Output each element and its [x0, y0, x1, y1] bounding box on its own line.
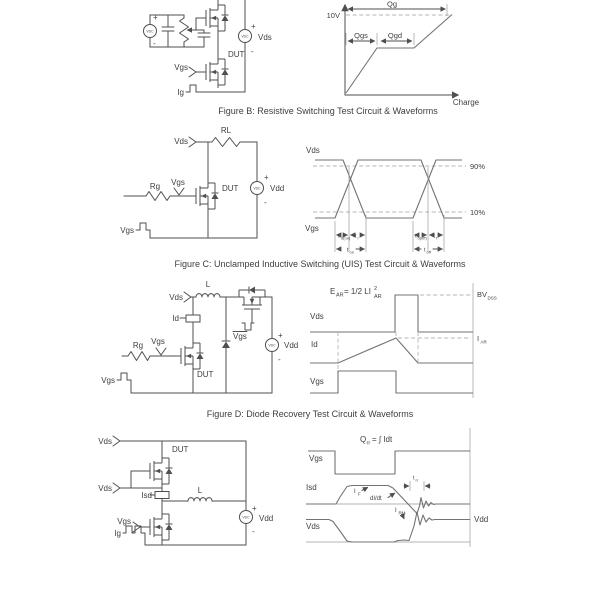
vgs-label: Vgs: [117, 517, 131, 526]
vgs-pulse-input: [120, 223, 257, 238]
vdd-label: Vdd: [284, 341, 299, 350]
qgd-label: Qgd: [387, 31, 403, 40]
dut-label: DUT: [228, 50, 245, 59]
gate-charge-curve: [346, 15, 452, 94]
vgs-trace-label: Vgs: [309, 454, 323, 463]
id-current-sensor: [172, 314, 200, 323]
ton-sub: on: [349, 249, 354, 255]
bvdss-sub: DSS: [487, 295, 497, 301]
ten-percent-label: 10%: [470, 208, 486, 217]
irm-label: I: [395, 508, 397, 514]
ig-double-pulse-input: [114, 526, 246, 545]
vds-top-label: Vds: [98, 437, 112, 446]
vgs-trace-label: Vgs: [305, 224, 319, 233]
figure-b-circuit: [120, 126, 284, 238]
vdd-label: Vdd: [270, 184, 285, 193]
irm-annotation: [395, 508, 406, 519]
dc-source-label: VDC: [268, 343, 276, 348]
inductor-label: L: [197, 486, 203, 495]
vdd-source: [251, 173, 285, 207]
vdd-source: [266, 331, 299, 364]
dut-mosfet: [140, 455, 173, 487]
iar-sub: AR: [480, 339, 487, 345]
td-off-sub: d(off): [417, 235, 427, 241]
dc-source-label: VDC: [242, 515, 250, 520]
vgs-trace: [315, 160, 462, 218]
vgs-input-label: Vgs: [120, 226, 134, 235]
dut-mosfet: [186, 180, 219, 212]
vds-probe: [169, 292, 191, 302]
vgs-pulse-input: [101, 373, 272, 393]
clamp-mosfet: [236, 287, 268, 320]
vds-trace-label: Vds: [310, 312, 324, 321]
figure-d-circuit: [98, 436, 273, 545]
plus-sign: +: [264, 173, 269, 182]
figure-a-waveform: [327, 0, 480, 107]
rg-label: Rg: [132, 341, 144, 350]
ton-label: t: [347, 247, 349, 254]
figure-d-caption: Figure D: Diode Recovery Test Circuit & Waveforms: [206, 409, 414, 419]
rg-resistor: [128, 352, 150, 361]
tf-sub: f: [436, 235, 438, 241]
vdd-label: Vdd: [259, 514, 274, 523]
vds-trace: [306, 512, 470, 542]
tr-sub: r: [357, 235, 359, 241]
td-on-sub: d(on): [341, 235, 351, 241]
bvdss-label: BV: [477, 290, 488, 299]
rl-label: RL: [220, 126, 232, 135]
trr-label: t: [413, 475, 415, 482]
plus-sign: +: [278, 331, 283, 340]
formula-q-sub: rr: [366, 440, 371, 447]
qgs-label: Qgs: [354, 31, 368, 40]
vds-trace-label: Vds: [306, 522, 320, 531]
rl-resistor: [212, 138, 240, 147]
vds-trace: [315, 160, 462, 218]
inductor: [196, 294, 220, 297]
tf-label: t: [433, 233, 436, 240]
capacitor: [162, 15, 174, 47]
vds-probe-top: [98, 436, 120, 446]
vgs-label: Vgs: [174, 63, 188, 72]
formula-rest: = ∫ Idt: [372, 435, 393, 444]
upper-mosfet: [196, 2, 229, 34]
qg-label: Qg: [386, 0, 398, 9]
td-on-label: t: [338, 233, 340, 240]
didt-label: dI/dt: [370, 496, 382, 502]
vds-probe-bottom: [98, 483, 120, 493]
isd-trace: [306, 486, 470, 514]
vds-label: Vds: [174, 137, 188, 146]
irm-sub: RM: [398, 510, 406, 516]
formula-mid: = 1/2 LI: [344, 287, 371, 296]
ig-pulse-input: [177, 85, 218, 97]
minus-sign: -: [252, 527, 255, 536]
vgs-bar-pulse-input: [233, 323, 254, 341]
formula-subscript: AR: [374, 294, 382, 300]
rg-label: Rg: [149, 182, 161, 191]
vgs-label: Vgs: [171, 178, 185, 187]
vgs-label: Vgs: [151, 337, 165, 346]
trr-sub: rr: [415, 477, 419, 483]
minus-sign: -: [278, 355, 281, 364]
minus-sign: -: [251, 47, 254, 56]
isd-trace-label: Isd: [306, 483, 317, 492]
vds-bottom-label: Vds: [98, 484, 112, 493]
formula-q: Q: [360, 435, 367, 444]
inductor: [188, 498, 212, 501]
minus-sign: -: [153, 39, 156, 48]
formula-e: E: [330, 287, 336, 296]
isd-current-sensor: [141, 491, 169, 500]
plus-sign: +: [153, 13, 158, 22]
didt-annotation: [370, 493, 395, 502]
toff-sub: off: [426, 249, 431, 255]
vgs-trace: [310, 371, 473, 393]
rg-resistor: [146, 192, 170, 201]
id-label: Id: [172, 314, 179, 323]
iar-label: I: [477, 334, 480, 343]
clamp-diode: [222, 297, 230, 393]
vgs-probe: [171, 178, 185, 195]
formula-superscript: 2: [374, 286, 378, 292]
figure-d-waveforms: [306, 428, 488, 547]
dut-label: DUT: [222, 184, 239, 193]
figure-c-circuit: [101, 280, 298, 393]
ig-label: Ig: [114, 529, 121, 538]
dc-source-label: VDC: [146, 29, 154, 34]
figure-c-caption: Figure C: Unclamped Inductive Switching (UIS) Test Circuit & Waveforms: [174, 259, 466, 269]
vds-probe: [174, 137, 196, 147]
figure-b-caption: Figure B: Resistive Switching Test Circuit & Waveforms: [218, 106, 438, 116]
formula-e-sub: AR: [336, 292, 344, 299]
capacitor: [196, 30, 210, 47]
x-axis-label: Charge: [452, 98, 480, 107]
vgs-input-label: Vgs: [101, 376, 115, 385]
minus-sign: -: [264, 198, 267, 207]
vds-trace: [310, 292, 473, 332]
vds-trace-label: Vds: [306, 146, 320, 155]
figure-c-waveforms: [310, 283, 497, 398]
vds-label: Vds: [258, 33, 272, 42]
id-trace-label: Id: [311, 340, 318, 349]
vds-bias-source: [218, 0, 272, 92]
td-off-label: t: [415, 233, 417, 240]
dc-source-label: VDC: [253, 186, 261, 191]
toff-label: t: [424, 247, 426, 254]
figure-b-waveforms: [305, 146, 485, 255]
dut-label: DUT: [197, 370, 214, 379]
id-trace: [310, 338, 473, 363]
vgs-probe: [174, 63, 196, 77]
dut-mosfet: [196, 56, 229, 88]
if-sub: F: [358, 491, 361, 497]
ten-volt-label: 10V: [326, 11, 340, 20]
isd-label: Isd: [141, 491, 152, 500]
if-label: I: [354, 489, 356, 495]
inductor-label: L: [205, 280, 211, 289]
ig-label: Ig: [177, 88, 184, 97]
trr-annotation: [404, 476, 430, 492]
ninety-percent-label: 90%: [470, 162, 486, 171]
vdd-source: [240, 504, 274, 536]
figure-a-circuit: [144, 0, 272, 97]
if-annotation: [354, 488, 368, 497]
dut-label: DUT: [172, 445, 189, 454]
vgs-trace: [308, 451, 470, 474]
vdd-level-label: Vdd: [474, 515, 489, 524]
energy-formula: [330, 286, 382, 300]
charge-formula: [360, 435, 393, 447]
tr-label: t: [355, 233, 357, 240]
plus-sign: +: [251, 22, 256, 31]
vgs-probe: [151, 337, 166, 355]
dut-mosfet: [171, 340, 204, 372]
plus-sign: +: [252, 504, 257, 513]
vgs-trace-label: Vgs: [310, 377, 324, 386]
dc-source-label: VDC: [241, 34, 249, 39]
vds-label: Vds: [169, 293, 183, 302]
potentiometer: [180, 15, 193, 47]
vgs-bar-label: Vgs: [233, 332, 247, 341]
